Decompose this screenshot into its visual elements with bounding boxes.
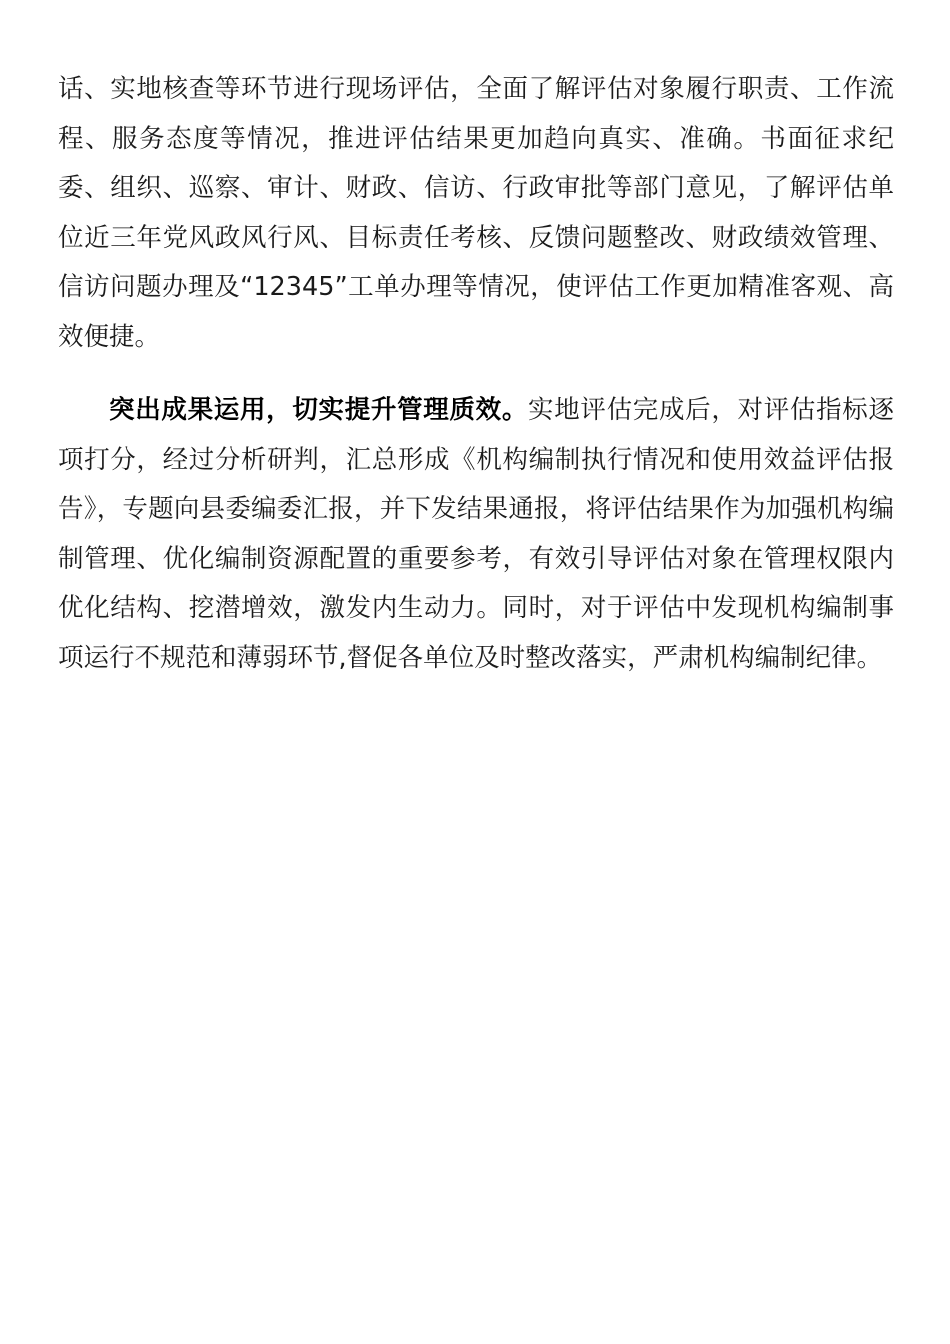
paragraph-continued bbox=[58, 65, 894, 363]
paragraph-results-application bbox=[58, 386, 894, 684]
paragraph-heading: 突出成果运用，切实提升管理质效。 bbox=[109, 395, 529, 425]
paragraph-body: 话、实地核查等环节进行现场评估，全面了解评估对象履行职责、工作流程、服务态度等情况，推进评估结果更加趋向真实、准确。书面征求纪委、组织、巡察、审计、财政、信访、行政审批等部门意见，了解评估单位近三年党风政风行风、目标责任考核、反馈问题整改、财政绩效管理、信访问题办理及“12345”工单办理等情况，使评估工作更加精准客观、高效便捷。 bbox=[58, 74, 894, 352]
paragraph-body: 实地评估完成后，对评估指标逐项打分，经过分析研判，汇总形成《机构编制执行情况和使用效益评估报告》，专题向县委编委汇报，并下发结果通报，将评估结果作为加强机构编制管理、优化编制资源配置的重要参考，有效引导评估对象在管理权限内优化结构、挖潜增效，激发内生动力。同时，对于评估中发现机构编制事项运行不规范和薄弱环节,督促各单位及时整改落实，严肃机构编制纪律。 bbox=[58, 395, 894, 673]
